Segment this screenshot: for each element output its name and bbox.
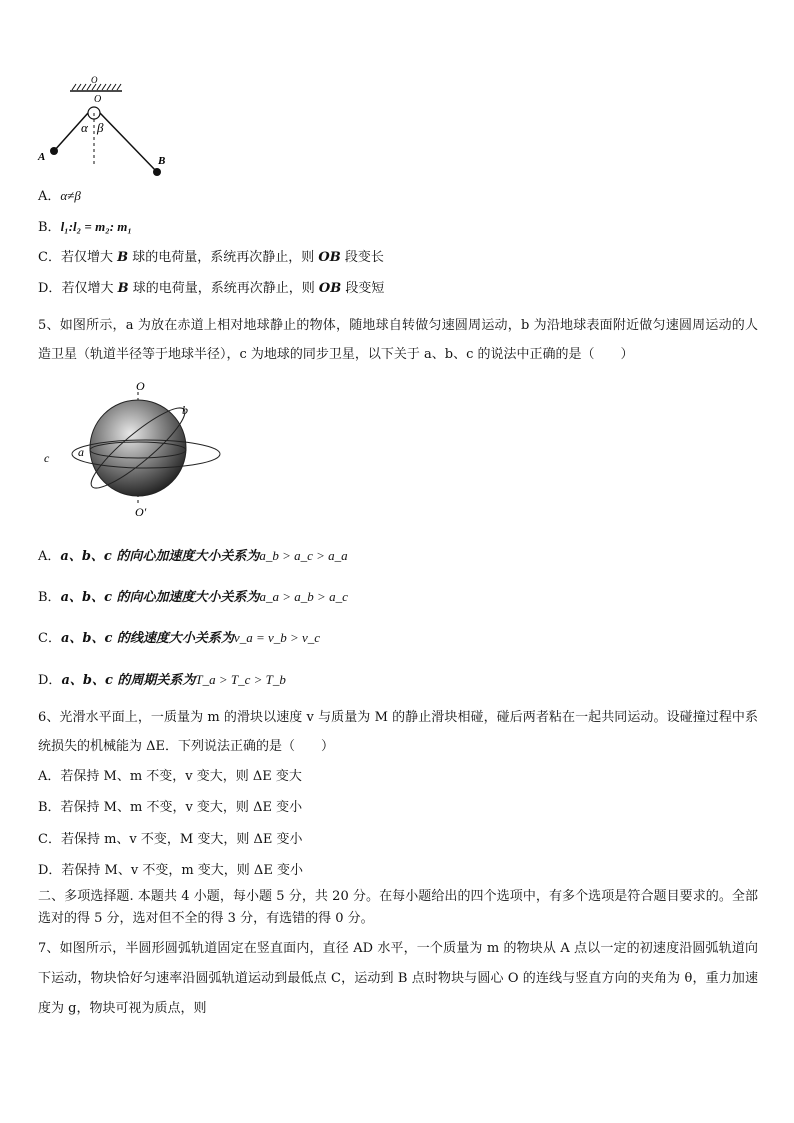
q6-option-B[interactable]: B．若保持 M、m 不变，v 变大，则 ΔE 变小 [38,800,303,815]
option-label: B． [38,220,61,235]
q4-option-C[interactable]: C．若仅增大 B 球的电荷量，系统再次静止，则 OB 段变长 [38,250,384,265]
option-label: A． [38,189,61,204]
option-expr: α≠β [60,188,81,203]
q6-option-C[interactable]: C．若保持 m、v 不变，M 变大，则 ΔE 变小 [38,832,303,847]
q4-option-D[interactable]: D．若仅增大 B 球的电荷量，系统再次静止，则 OB 段变短 [38,281,385,296]
fig1-label-O-top: O [91,75,98,85]
pendulum-figure [30,72,180,182]
q5-stem: 5、如图所示，a 为放在赤道上相对地球静止的物体，随地球自转做匀速圆周运动，b 为沿地球表面附近做匀速圆周运动的人造卫星（轨道半径等于地球半径），c 为地球的同步卫星，以下关于 a、b、c 的说法中正确的是（ ） [38,318,758,362]
fig1-label-O-pivot: O [94,94,102,105]
option-expr: l₁:l₂ = m₂: m₁ [60,219,132,234]
fig1-label-beta: β [97,120,104,135]
fig2-label-b: b [182,403,188,417]
fig1-label-A: A [38,151,46,163]
fig1-label-B: B [158,155,166,167]
fig2-label-c: c [44,451,50,465]
earth-sphere [90,400,186,496]
q4-option-B[interactable] [38,218,132,237]
q5-option-A[interactable]: A．a、b、c 的向心加速度大小关系为a_b > a_c > a_a [38,548,348,564]
fig1-label-alpha: α [81,120,88,135]
q7-stem: 7、如图所示，半圆形圆弧轨道固定在竖直面内，直径 AD 水平，一个质量为 m 的物块从 A 点以一定的初速度沿圆弧轨道向下运动，物块恰好匀速率沿圆弧轨道运动到最低点 C，运动到 B 点时物块与圆心 O 的连线与竖直方向的夹角为 θ，重力加速度为 g，物块可视为质点，则 [38,941,758,1016]
ball-B [153,168,161,176]
earth-figure [36,378,236,523]
fig2-label-O: O [136,379,145,393]
q5-option-D[interactable]: D．a、b、c 的周期关系为T_a > T_c > T_b [38,672,286,688]
q5-option-B[interactable]: B．a、b、c 的向心加速度大小关系为a_a > a_b > a_c [38,589,348,605]
fig2-label-O-prime: O′ [135,505,147,519]
ball-A [50,147,58,155]
q6-stem: 6、光滑水平面上，一质量为 m 的滑块以速度 v 与质量为 M 的静止滑块相碰，碰后两者粘在一起共同运动。设碰撞过程中系统损失的机械能为 ΔE．下列说法正确的是（ ） [38,710,758,754]
q4-option-A[interactable] [38,187,81,206]
section-2-header: 二、多项选择题. 本题共 4 小题，每小题 5 分，共 20 分。在每小题给出的四个选项中，有多个选项是符合题目要求的。全部选对的得 5 分，选对但不全的得 3 分，有选错的得 0 分。 [38,889,758,926]
q6-option-A[interactable]: A．若保持 M、m 不变，v 变大，则 ΔE 变大 [38,769,302,784]
fig2-label-a: a [78,445,84,459]
q5-option-C[interactable]: C．a、b、c 的线速度大小关系为v_a = v_b > v_c [38,630,321,646]
q6-option-D[interactable]: D．若保持 M、v 不变，m 变大，则 ΔE 变小 [38,863,303,878]
